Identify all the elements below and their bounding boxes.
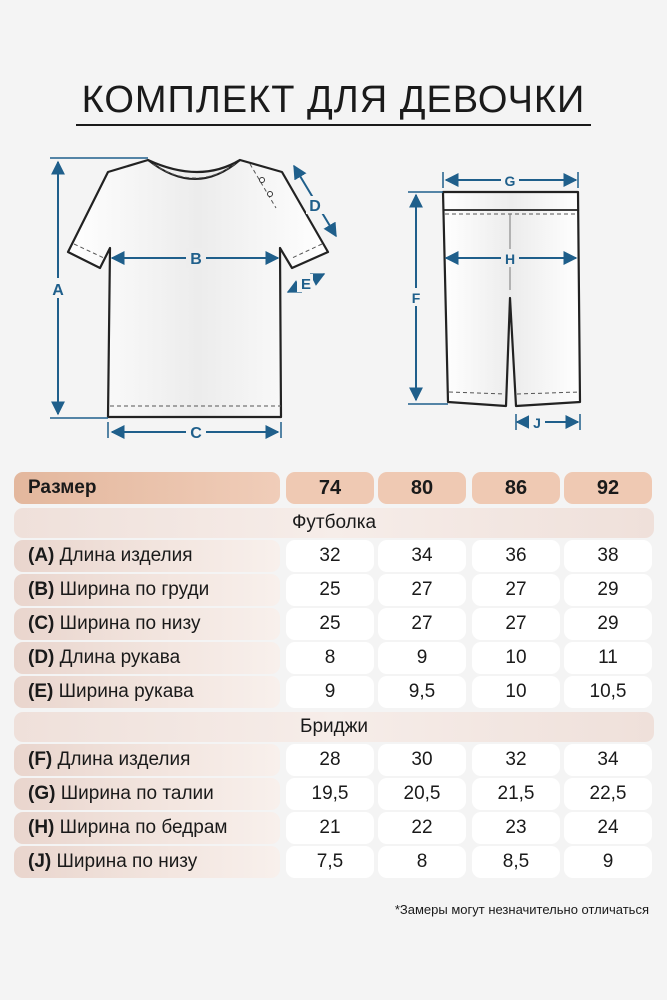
size-header-label: Размер xyxy=(14,472,280,504)
row-name: Ширина по низу xyxy=(59,613,201,634)
value-cell: 23 xyxy=(472,812,560,844)
row-name: Ширина по груди xyxy=(59,579,210,600)
value-cell: 36 xyxy=(472,540,560,572)
value-cell: 30 xyxy=(378,744,466,776)
value-cell: 32 xyxy=(286,540,374,572)
section-title-shorts: Бриджи xyxy=(14,712,654,742)
garment-diagram xyxy=(0,140,667,450)
dim-c-label: C xyxy=(190,425,202,442)
row-name: Ширина рукава xyxy=(58,681,194,702)
value-cell: 8 xyxy=(286,642,374,674)
row-label xyxy=(14,608,280,640)
row-name: Ширина по низу xyxy=(56,851,198,872)
row-label xyxy=(14,778,280,810)
size-col-86: 86 xyxy=(472,472,560,504)
value-cell: 28 xyxy=(286,744,374,776)
row-code: (J) xyxy=(28,851,52,872)
row-code: (C) xyxy=(28,613,55,634)
row-label xyxy=(14,676,280,708)
row-label xyxy=(14,574,280,606)
dim-f-label: F xyxy=(411,290,421,306)
value-cell: 11 xyxy=(564,642,652,674)
title-wrap xyxy=(0,80,667,126)
value-cell: 25 xyxy=(286,608,374,640)
value-cell: 24 xyxy=(564,812,652,844)
row-label xyxy=(14,642,280,674)
tshirt-body xyxy=(68,160,328,417)
value-cell: 21,5 xyxy=(472,778,560,810)
dim-b-label: B xyxy=(190,251,202,268)
value-cell: 27 xyxy=(378,574,466,606)
row-label xyxy=(14,846,280,878)
value-cell: 19,5 xyxy=(286,778,374,810)
value-cell: 20,5 xyxy=(378,778,466,810)
value-cell: 9 xyxy=(286,676,374,708)
value-cell: 22 xyxy=(378,812,466,844)
row-label xyxy=(14,540,280,572)
value-cell: 10,5 xyxy=(564,676,652,708)
value-cell: 9 xyxy=(378,642,466,674)
size-col-92: 92 xyxy=(564,472,652,504)
row-name: Длина изделия xyxy=(57,749,191,770)
row-label xyxy=(14,744,280,776)
row-code: (A) xyxy=(28,545,55,566)
row-code: (E) xyxy=(28,681,54,702)
shorts-drawing xyxy=(443,192,580,406)
value-cell: 8 xyxy=(378,846,466,878)
row-label xyxy=(14,812,280,844)
value-cell: 32 xyxy=(472,744,560,776)
row-code: (H) xyxy=(28,817,55,838)
size-col-80: 80 xyxy=(378,472,466,504)
dim-a-label: A xyxy=(52,282,64,299)
value-cell: 27 xyxy=(472,574,560,606)
value-cell: 7,5 xyxy=(286,846,374,878)
dim-j-label: J xyxy=(533,415,541,431)
dim-d-label: D xyxy=(309,198,321,215)
page-title: КОМПЛЕКТ ДЛЯ ДЕВОЧКИ xyxy=(76,80,592,126)
row-code: (D) xyxy=(28,647,55,668)
dim-g-label: G xyxy=(504,173,516,189)
value-cell: 25 xyxy=(286,574,374,606)
value-cell: 22,5 xyxy=(564,778,652,810)
value-cell: 29 xyxy=(564,608,652,640)
value-cell: 21 xyxy=(286,812,374,844)
size-col-74: 74 xyxy=(286,472,374,504)
row-name: Длина изделия xyxy=(59,545,193,566)
row-code: (G) xyxy=(28,783,56,804)
value-cell: 27 xyxy=(472,608,560,640)
row-code: (B) xyxy=(28,579,55,600)
value-cell: 10 xyxy=(472,676,560,708)
value-cell: 27 xyxy=(378,608,466,640)
row-name: Длина рукава xyxy=(59,647,181,668)
value-cell: 38 xyxy=(564,540,652,572)
shorts-body xyxy=(443,192,580,406)
value-cell: 8,5 xyxy=(472,846,560,878)
value-cell: 34 xyxy=(564,744,652,776)
value-cell: 10 xyxy=(472,642,560,674)
value-cell: 9,5 xyxy=(378,676,466,708)
value-cell: 34 xyxy=(378,540,466,572)
tshirt-drawing xyxy=(68,160,328,417)
footnote: *Замеры могут незначительно отличаться xyxy=(394,902,649,917)
row-name: Ширина по бедрам xyxy=(59,817,228,838)
value-cell: 9 xyxy=(564,846,652,878)
row-name: Ширина по талии xyxy=(60,783,214,804)
row-code: (F) xyxy=(28,749,53,770)
dim-e-label: E xyxy=(300,276,312,293)
section-title-tshirt: Футболка xyxy=(14,508,654,538)
dim-h-label: H xyxy=(504,251,516,267)
value-cell: 29 xyxy=(564,574,652,606)
